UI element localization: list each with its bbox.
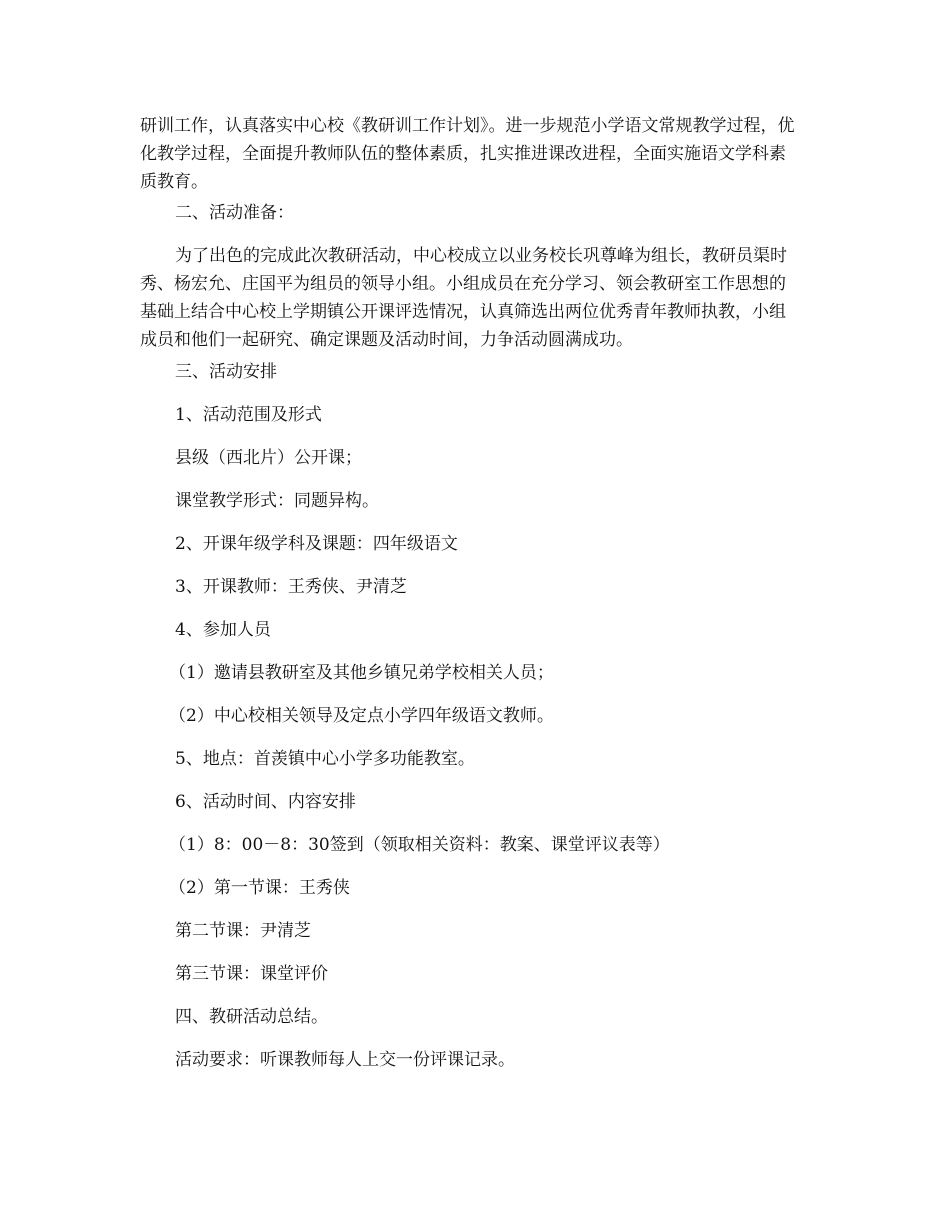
item-scope-level: 县级（西北片）公开课； [175, 448, 362, 468]
item-teachers: 3、开课教师：王秀侠、尹清芝 [175, 577, 407, 597]
item-schedule-4: 第三节课：课堂评价 [175, 964, 328, 984]
section-heading-preparation: 二、活动准备： [175, 203, 294, 223]
item-participants-1: （1）邀请县教研室及其他乡镇兄弟学校相关人员； [169, 663, 554, 683]
item-location: 5、地点：首羡镇中心小学多功能教室。 [175, 749, 475, 769]
item-schedule-1: （1）8：00－8：30签到（领取相关资料：教案、课堂评议表等） [169, 835, 670, 855]
item-scope-heading: 1、活动范围及形式 [175, 405, 322, 425]
item-schedule-2: （2）第一节课：王秀侠 [169, 878, 350, 898]
section-heading-arrangement: 三、活动安排 [175, 362, 277, 382]
item-participants-heading: 4、参加人员 [175, 620, 271, 640]
item-grade-subject: 2、开课年级学科及课题：四年级语文 [175, 534, 458, 554]
intro-paragraph: 研训工作，认真落实中心校《教研训工作计划》。进一步规范小学语文常规教学过程，优化教学过程，全面提升教师队伍的整体素质，扎实推进课改进程，全面实施语文学科素质教育。 [140, 116, 795, 192]
item-scope-form: 课堂教学形式：同题异构。 [175, 491, 379, 511]
item-schedule-heading: 6、活动时间、内容安排 [175, 792, 356, 812]
preparation-paragraph: 为了出色的完成此次教研活动，中心校成立以业务校长巩尊峰为组长，教研员渠时秀、杨宏允、庄国平为组员的领导小组。小组成员在充分学习、领会教研室工作思想的基础上结合中心校上学期镇公开课评选情况，认真筛选出两位优秀青年教师执教，小组成员和他们一起研究、确定课题及活动时间，力争活动圆满成功。 [140, 246, 787, 350]
section-heading-summary: 四、教研活动总结。 [175, 1007, 328, 1027]
item-schedule-3: 第二节课：尹清芝 [175, 921, 311, 941]
item-participants-2: （2）中心校相关领导及定点小学四年级语文教师。 [169, 706, 554, 726]
activity-requirement: 活动要求：听课教师每人上交一份评课记录。 [175, 1050, 515, 1070]
